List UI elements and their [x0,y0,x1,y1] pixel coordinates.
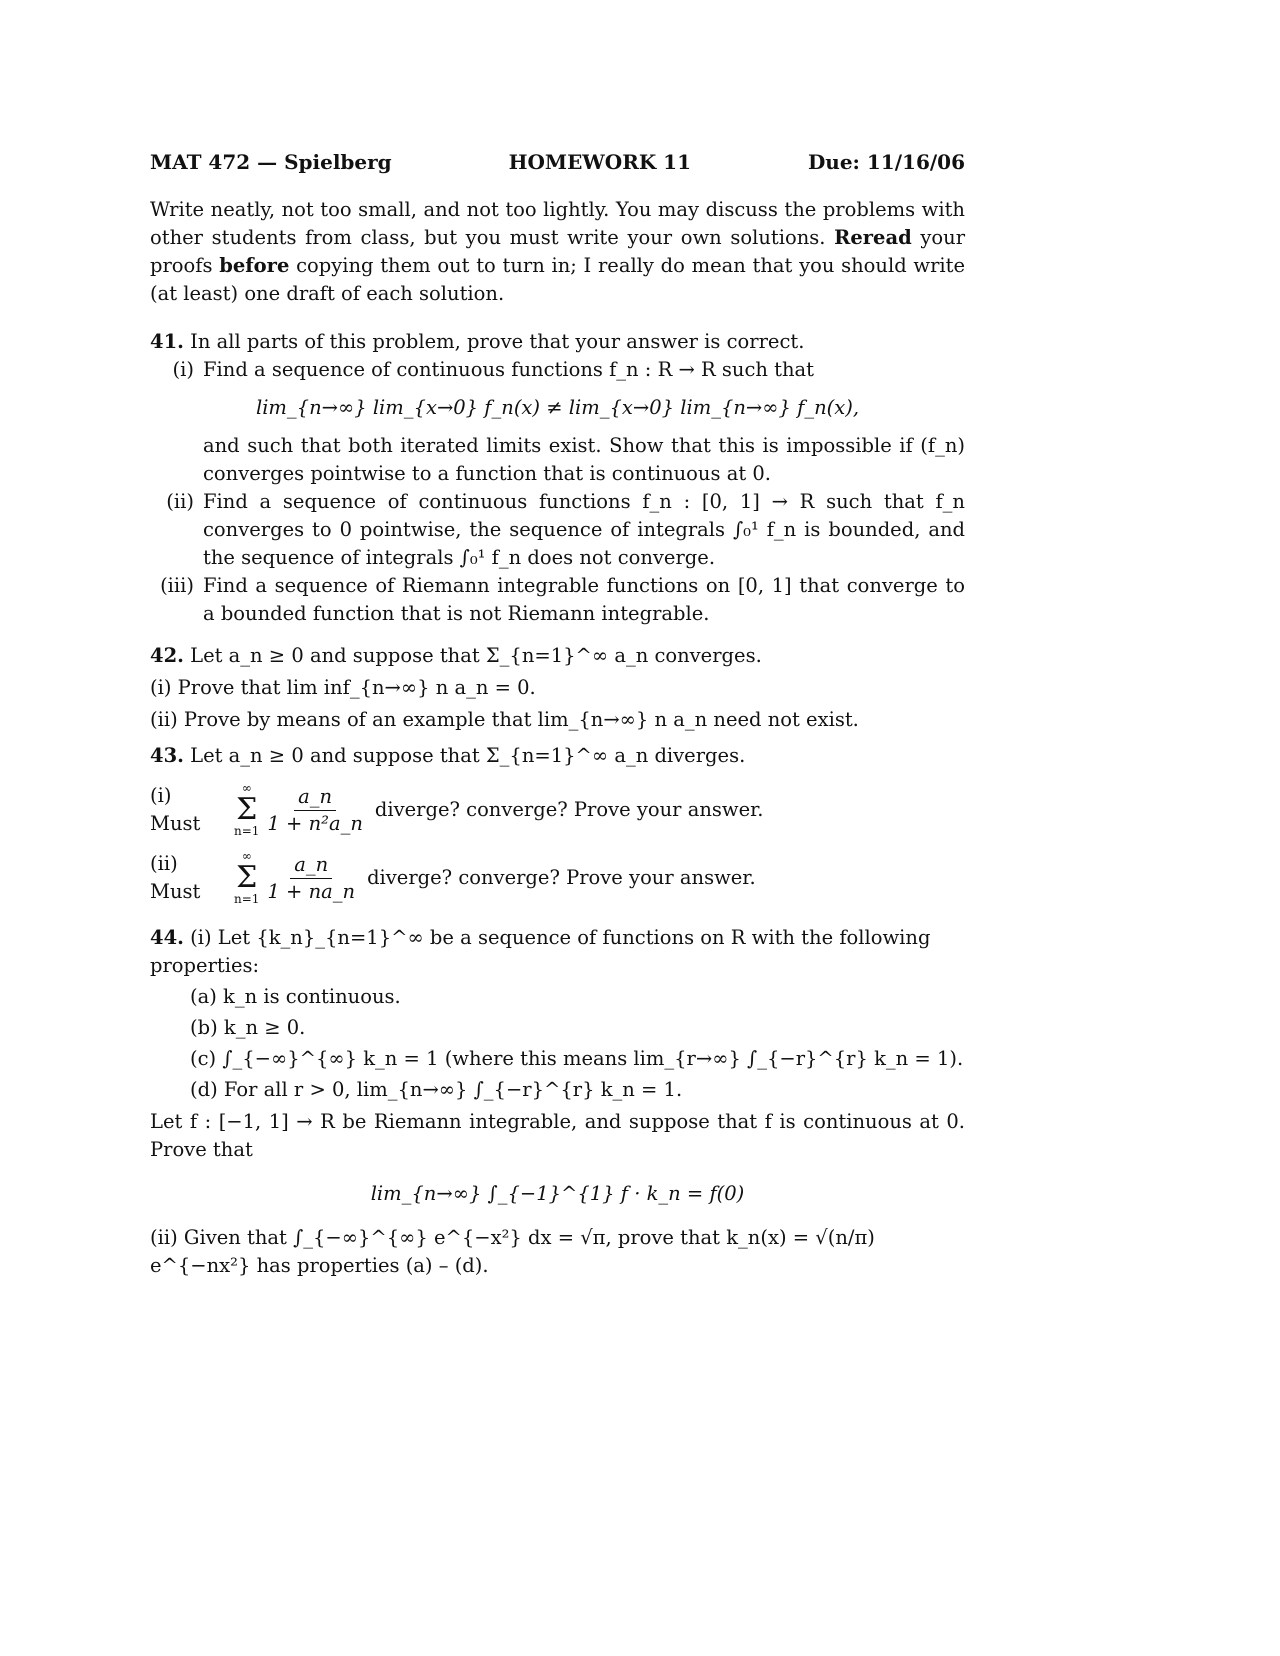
sum-lower: n=1 [234,892,260,906]
problem-42 [150,642,965,734]
property-text: (c) ∫_{−∞}^{∞} k_n = 1 (where this means lim_{r→∞} ∫_{−r}^{r} k_n = 1). [190,1047,964,1070]
part-label: (ii) [166,490,194,513]
problem-number: 42. [150,644,184,667]
problem-number: 44. [150,926,184,949]
sigma-symbol: Σ [236,792,258,827]
display-equation: lim_{n→∞} lim_{x→0} f_n(x) ≠ lim_{x→0} lim_{n→∞} f_n(x), [255,396,860,419]
intro-part2: your proofs [150,226,966,277]
problem-number: 43. [150,744,184,767]
sigma-symbol: Σ [236,860,258,895]
part-label: (ii) Must [150,852,201,903]
part-i-continued [150,432,965,488]
homework-page [150,148,965,1280]
denominator: 1 + na_n [267,879,356,903]
problem-41 [150,328,965,628]
numerator: a_n [290,852,332,879]
numerator: a_n [294,784,336,811]
question-text: diverge? converge? Prove your answer. [367,866,756,889]
fraction [267,852,355,905]
part-label: (iii) [160,574,194,597]
course-name: MAT 472 — Spielberg [150,150,392,174]
problem-lead: In all parts of this problem, prove that your answer is correct. [190,330,805,353]
instructions [150,196,965,308]
property-a [190,983,965,1011]
problem-lead: Let a_n ≥ 0 and suppose that Σ_{n=1}^∞ a_n diverges. [190,744,746,767]
intro-part1: Write neatly, not too small, and not too lightly. You may discuss the problems with other students from class, but you must write your own solutions. [150,198,965,249]
problem-lead: Let a_n ≥ 0 and suppose that Σ_{n=1}^∞ a_n converges. [190,644,762,667]
problem-44 [150,924,965,1280]
property-text: (a) k_n is continuous. [190,985,401,1008]
problem-43 [150,742,965,906]
assignment-title: HOMEWORK 11 [508,150,691,174]
part-i [150,356,965,384]
sum-upper: ∞ [241,781,252,795]
display-equation: lim_{n→∞} ∫_{−1}^{1} f · k_n = f(0) [370,1182,745,1205]
intro-bold-before: before [219,254,290,277]
intro-part3: copying them out to turn in; I really do mean that you should write (at least) one draft of each solution. [150,254,966,305]
summation [234,782,259,838]
intro-bold-reread: Reread [834,226,912,249]
denominator: 1 + n²a_n [267,811,363,835]
part-ii: (ii) Given that ∫_{−∞}^{∞} e^{−x²} dx = √π, prove that k_n(x) = √(n/π) e^{−nx²} has properties (a) – (d). [150,1226,875,1277]
part-text: and such that both iterated limits exist. Show that this is impossible if (f_n) converges pointwise to a function that is continuous at 0. [203,434,965,485]
page-header [150,148,965,176]
sum-lower: n=1 [234,824,260,838]
summation [234,850,259,906]
question-text: diverge? converge? Prove your answer. [374,798,764,821]
part-ii [150,850,965,906]
part-label: (i) [172,358,194,381]
property-text: (d) For all r > 0, lim_{n→∞} ∫_{−r}^{r} k_n = 1. [190,1078,683,1101]
part-text: Find a sequence of Riemann integrable functions on [0, 1] that converge to a bounded function that is not Riemann integrable. [203,574,965,625]
due-date: Due: 11/16/06 [807,150,965,174]
part-i [150,782,965,838]
part-i: (i) Prove that lim inf_{n→∞} n a_n = 0. [150,676,536,699]
part-iii [150,572,965,628]
sum-upper: ∞ [241,849,252,863]
part-text: Find a sequence of continuous functions f_n : [0, 1] → R such that f_n converges to 0 pointwise, the sequence of integrals ∫₀¹ f_n is bounded, and the sequence of integrals ∫₀¹ f_n does not converge. [203,490,965,569]
part-ii: (ii) Prove by means of an example that lim_{n→∞} n a_n need not exist. [150,708,859,731]
problem-lead: (i) Let {k_n}_{n=1}^∞ be a sequence of functions on R with the following properties: [150,926,931,977]
problem-statement: Let f : [−1, 1] → R be Riemann integrable, and suppose that f is continuous at 0. Prove that [150,1110,965,1161]
part-label: (i) Must [150,784,201,835]
part-ii [150,488,965,572]
property-text: (b) k_n ≥ 0. [190,1016,306,1039]
property-c [190,1045,965,1073]
property-b [190,1014,965,1042]
part-text: Find a sequence of continuous functions f_n : R → R such that [203,358,814,381]
property-d [190,1076,965,1104]
problem-number: 41. [150,330,184,353]
fraction [267,784,362,837]
